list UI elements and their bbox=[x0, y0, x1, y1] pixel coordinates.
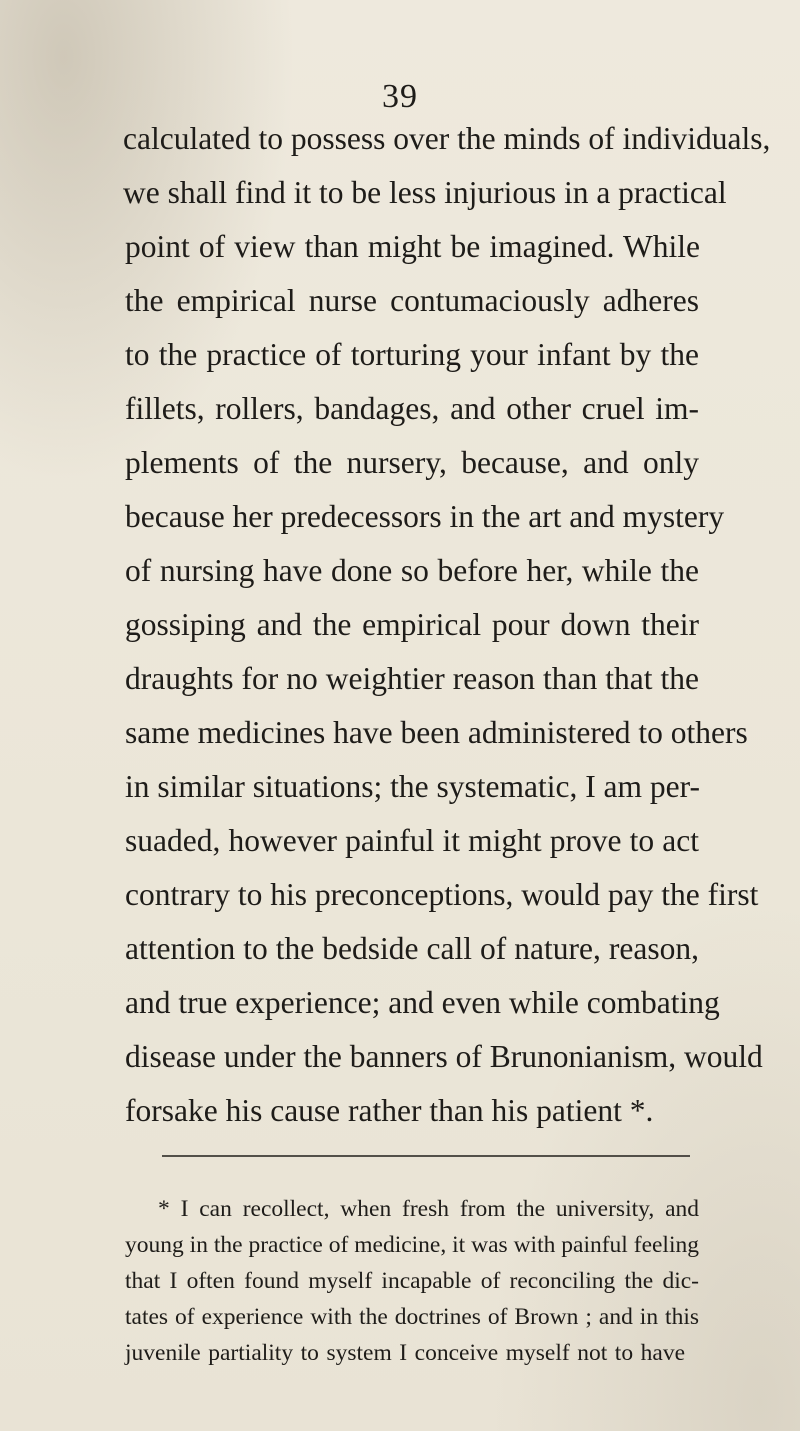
text-line: plements of the nursery, because, and only bbox=[125, 445, 699, 480]
text-line: contrary to his preconceptions, would pay the first bbox=[125, 877, 759, 912]
footnote-line: juvenile partiality to system I conceive myself not to have bbox=[125, 1340, 685, 1366]
footnote-line: that I often found myself incapable of reconciling the dic- bbox=[125, 1268, 699, 1294]
text-line: because her predecessors in the art and mystery bbox=[125, 499, 725, 534]
text-line: to the practice of torturing your infant by the bbox=[125, 337, 699, 372]
text-line: in similar situations; the systematic, I am per- bbox=[125, 769, 700, 804]
text-line: same medicines have been administered to others bbox=[125, 715, 748, 750]
text-line: suaded, however painful it might prove to act bbox=[125, 823, 699, 858]
text-line: we shall find it to be less injurious in a practical bbox=[123, 175, 727, 210]
footnote-line: tates of experience with the doctrines of Brown ; and in this bbox=[125, 1304, 699, 1330]
text-line: disease under the banners of Brunonianism, would bbox=[125, 1039, 763, 1074]
footnote-line: * I can recollect, when fresh from the university, and bbox=[158, 1196, 699, 1222]
text-line: the empirical nurse contumaciously adheres bbox=[125, 283, 699, 318]
text-line: forsake his cause rather than his patient *. bbox=[125, 1093, 654, 1128]
footnote-rule bbox=[162, 1155, 690, 1157]
text-line: of nursing have done so before her, while the bbox=[125, 553, 699, 588]
text-line: attention to the bedside call of nature, reason, bbox=[125, 931, 699, 966]
text-line: point of view than might be imagined. While bbox=[125, 229, 700, 264]
text-line: calculated to possess over the minds of individuals, bbox=[123, 121, 771, 156]
text-line: draughts for no weightier reason than that the bbox=[125, 661, 699, 696]
page-number: 39 bbox=[382, 78, 418, 115]
text-line: fillets, rollers, bandages, and other cruel im- bbox=[125, 391, 699, 426]
text-line: gossiping and the empirical pour down their bbox=[125, 607, 699, 642]
text-line: and true experience; and even while combating bbox=[125, 985, 720, 1020]
footnote-line: young in the practice of medicine, it was with painful feeling bbox=[125, 1232, 699, 1258]
